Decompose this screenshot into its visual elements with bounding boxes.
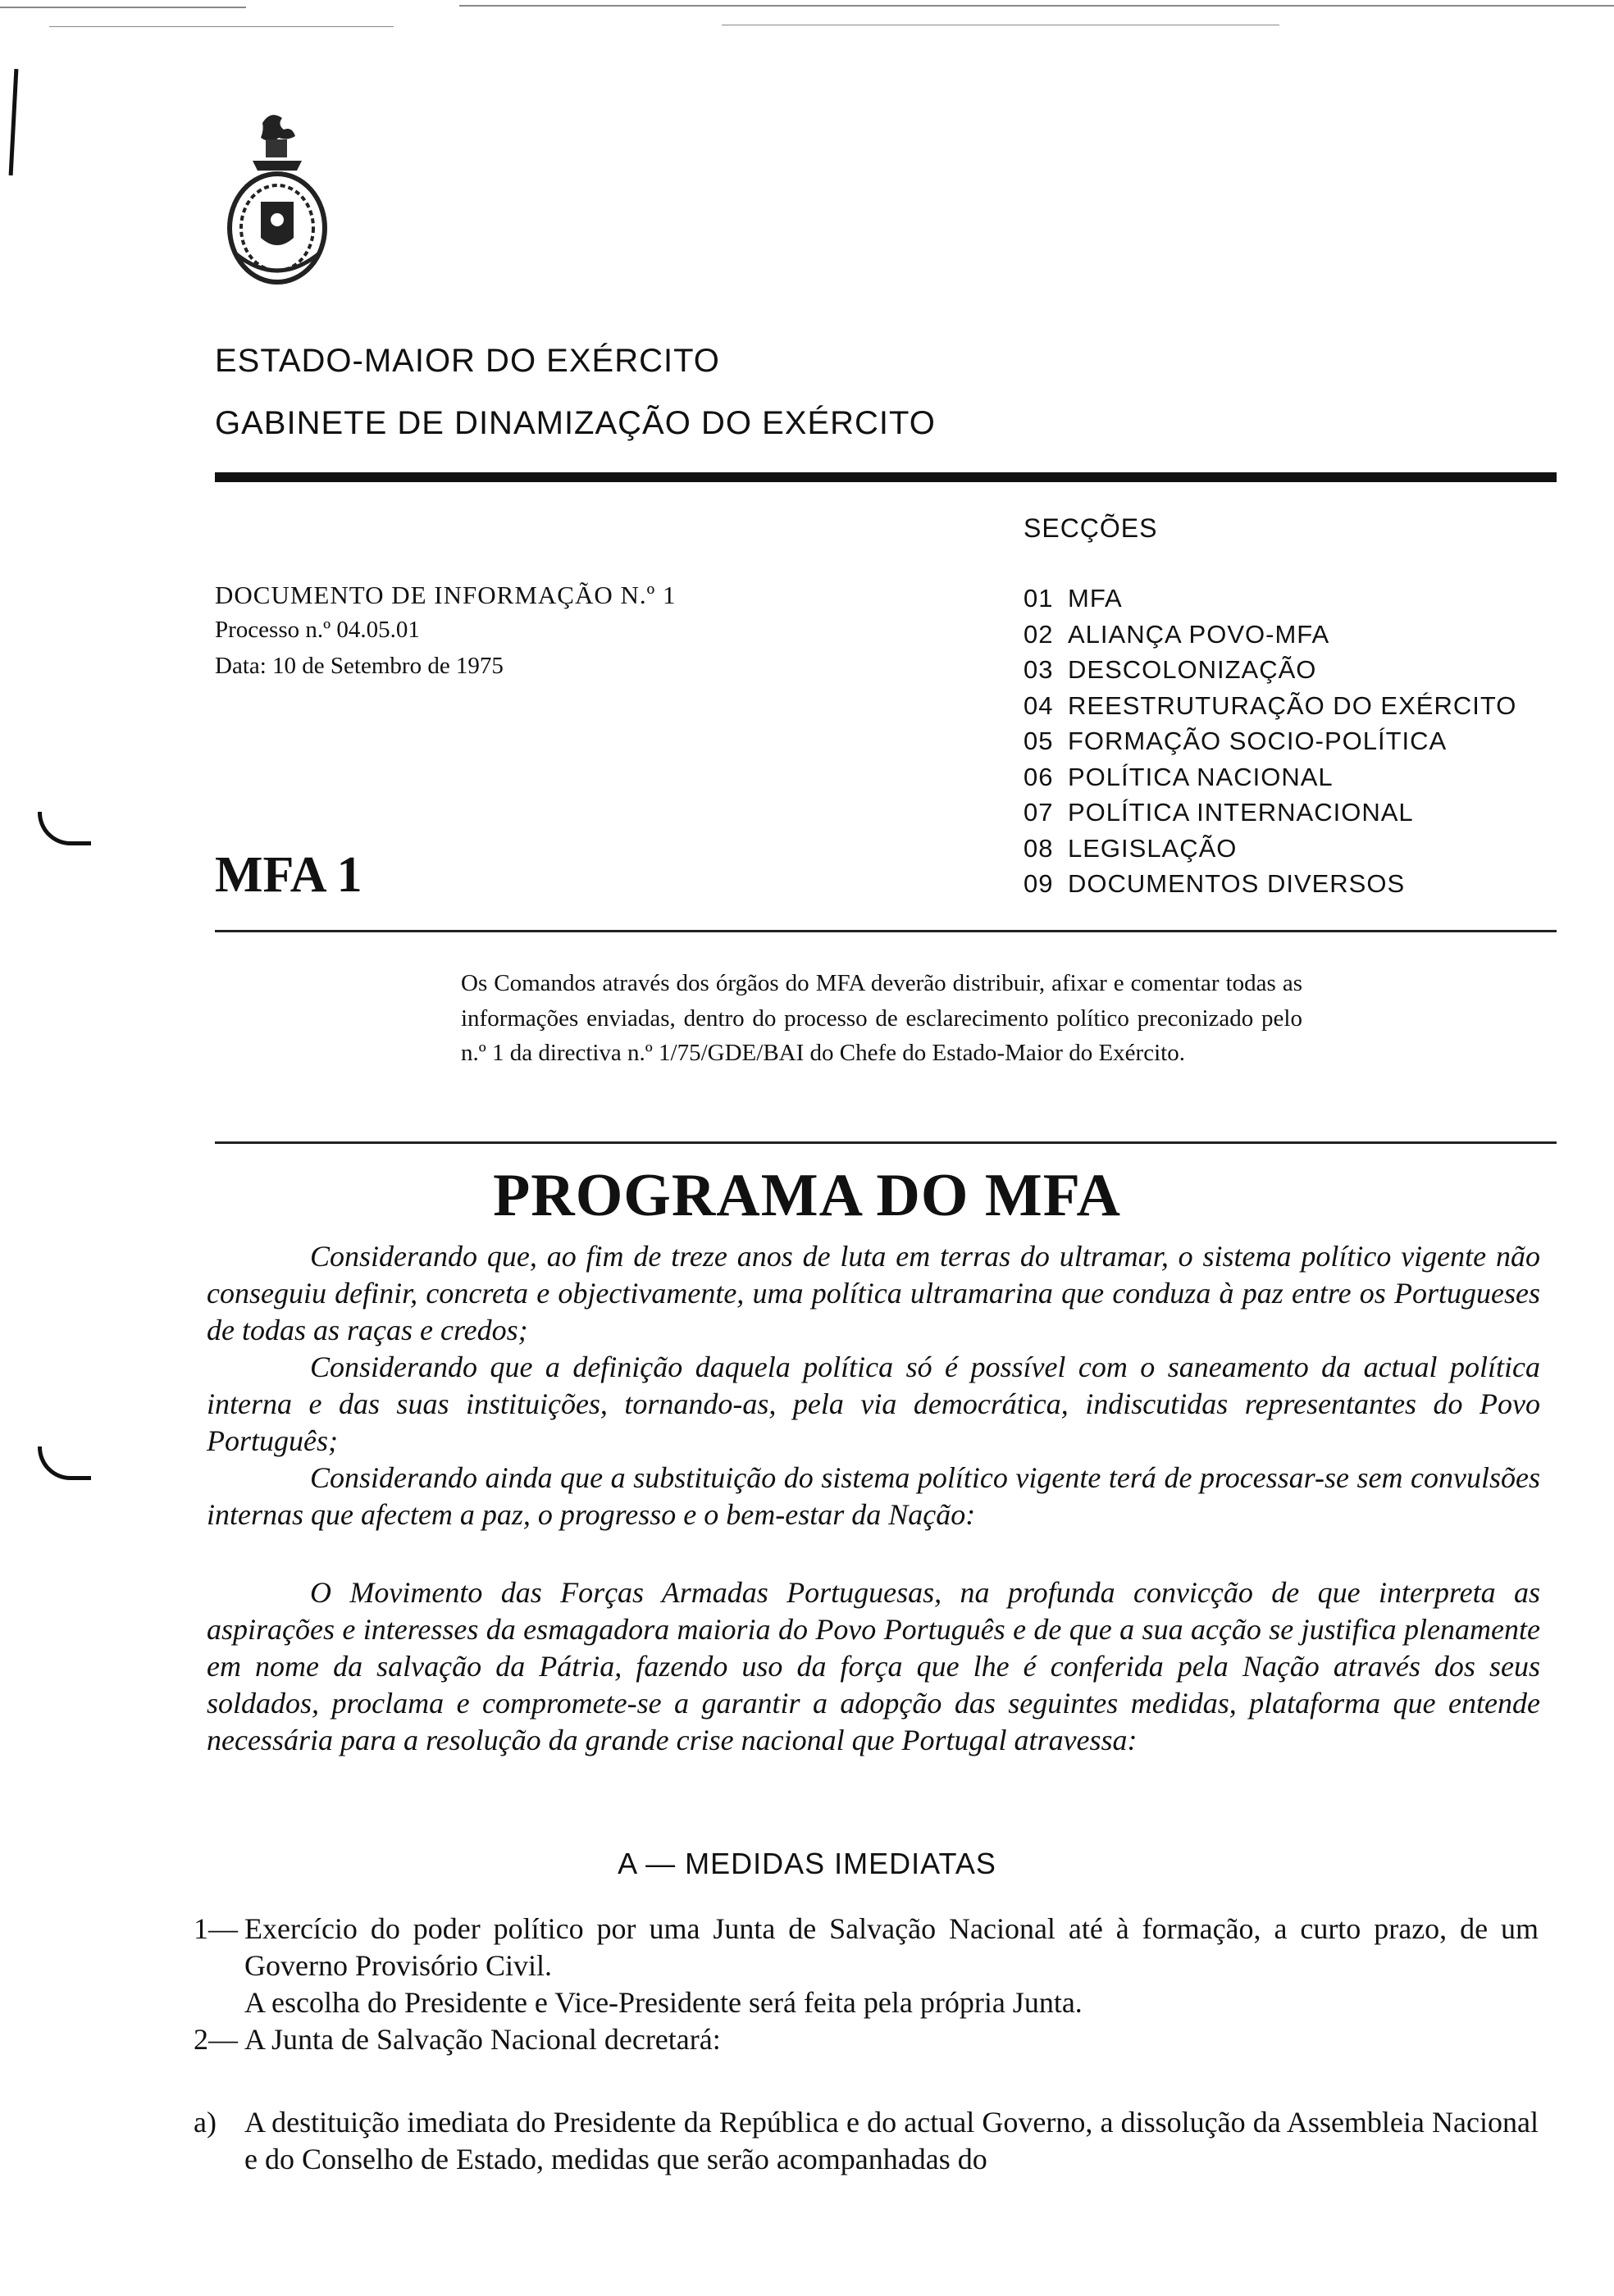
distribution-notice: Os Comandos através dos órgãos do MFA deverão distribuir, afixar e comentar todas as informações enviadas, dentro do processo de esclarecimento político preconizado pelo n.º 1 da directiva n.º 1/75/GDE/BAI do Chefe do Estado-Maior do Exército. <box>461 970 1302 1066</box>
process-number: Processo n.º 04.05.01 <box>215 617 420 643</box>
margin-hole-mark <box>38 1446 91 1480</box>
consideration-paragraph: Considerando ainda que a substituição do sistema político vigente terá de processar-se sem convulsões internas que afectem a paz, o progresso e o bem-estar da Nação: <box>207 1461 1540 1531</box>
consideration-paragraph: Considerando que a definição daquela política só é possível com o saneamento da actual política interna e das suas instituições, tornando-as, pela via democrática, indiscutidas representantes do Povo Português; <box>207 1351 1540 1457</box>
section-item: 01 MFA <box>1024 584 1123 613</box>
coat-of-arms-icon <box>220 107 335 287</box>
sections-list <box>1024 581 1516 902</box>
sections-title: SECÇÕES <box>1024 513 1158 543</box>
sub-items-list <box>194 2104 1539 2178</box>
section-item: 05 FORMAÇÃO SOCIO-POLÍTICA <box>1024 727 1448 755</box>
consideration-paragraph: Considerando que, ao fim de treze anos de luta em terras do ultramar, o sistema político vigente não conseguiu definir, concreta e objectivamente, uma política ultramarina que conduza à paz entre os Portugueses de todas as raças e credos; <box>207 1240 1540 1346</box>
measure-item: 2— A Junta de Salvação Nacional decretará: <box>194 2023 721 2056</box>
section-item: 03 DESCOLONIZAÇÃO <box>1024 655 1317 684</box>
measures-list <box>194 1911 1539 2058</box>
section-item: 04 REESTRUTURAÇÃO DO EXÉRCITO <box>1024 690 1517 720</box>
section-item: 08 LEGISLAÇÃO <box>1024 833 1238 863</box>
section-heading: A — MEDIDAS IMEDIATAS <box>618 1847 996 1880</box>
section-item: 07 POLÍTICA INTERNACIONAL <box>1024 798 1414 827</box>
series-label: MFA 1 <box>215 847 362 903</box>
divider-1 <box>215 930 1557 932</box>
measure-item: 1— Exercício do poder político por uma Junta de Salvação Nacional até à formação, a curto prazo, de um Governo Provisório Civil. A escolha do Presidente e Vice-Presidente será feita pela própria Junta. <box>194 1912 1539 2019</box>
section-item: 09 DOCUMENTOS DIVERSOS <box>1024 869 1406 898</box>
document-date: Data: 10 de Setembro de 1975 <box>215 653 504 679</box>
document-title: DOCUMENTO DE INFORMAÇÃO N.º 1 <box>215 581 677 609</box>
margin-bar-mark <box>9 69 19 175</box>
header-line-1: ESTADO-MAIOR DO EXÉRCITO <box>215 343 720 379</box>
sub-item: a) A destituição imediata do Presidente da República e do actual Governo, a dissolução da Assembleia Nacional e do Conselho de Estado, medidas que serão acompanhadas do <box>194 2106 1539 2175</box>
divider-2 <box>215 1141 1557 1144</box>
header-line-2: GABINETE DE DINAMIZAÇÃO DO EXÉRCITO <box>215 405 936 441</box>
declaration-paragraph: O Movimento das Forças Armadas Portuguesas, na profunda convicção de que interpreta as aspirações e interesses da esmagadora maioria do Povo Português e de que a sua acção se justifica plenamente em nome da salvação da Pátria, fazendo uso da força que lhe é conferida pela Nação através dos seus soldados, proclama e compromete-se a garantir a adopção das seguintes medidas, plataforma que entende necessária para a resolução da grande crise nacional que Portugal atravessa: <box>207 1576 1540 1756</box>
section-item: 06 POLÍTICA NACIONAL <box>1024 762 1334 791</box>
section-item: 02 ALIANÇA POVO-MFA <box>1024 619 1330 649</box>
margin-hole-mark <box>38 812 91 845</box>
header-rule <box>215 472 1557 482</box>
scan-edge-artifact <box>0 0 1614 33</box>
declaration <box>207 1574 1540 1759</box>
page-title: PROGRAMA DO MFA <box>493 1162 1121 1229</box>
considerations <box>207 1238 1540 1533</box>
